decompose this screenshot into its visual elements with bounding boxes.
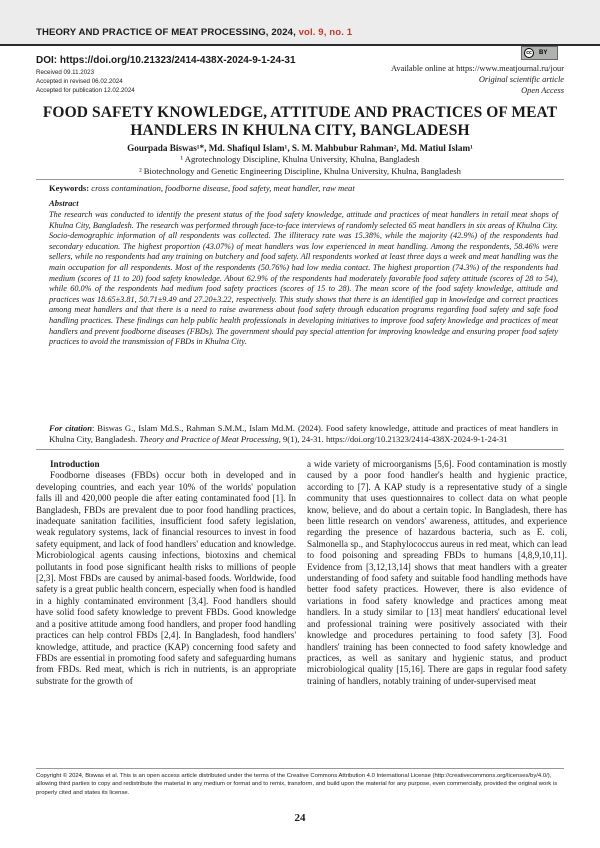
keywords-label: Keywords: (49, 183, 90, 193)
journal-name (36, 27, 352, 38)
page-number: 24 (294, 812, 306, 824)
author-list: Gourpada Biswas¹*, Md. Shafiqul Islam¹, S. M. Mahbubur Rahman², Md. Matiul Islam¹ (127, 143, 473, 153)
citation-journal: Theory and Practice of Meat Processing (139, 434, 279, 444)
body-column-right (307, 459, 567, 687)
abstract-heading: Abstract (49, 198, 79, 208)
received-date: Received 09.11.2023 (36, 69, 95, 76)
introduction-text-left: Foodborne diseases (FBDs) occur both in developed and in developing countries, and each year 10% of the worlds' population falls ill and 420,000 people die after eating contaminated food [1]. In Bangladesh, FBDs are prevalent due to poor food handling practices, inadequate sanitation facilities, insufficient food safety legislation, weak regulatory systems, lack of financial resources to invest in food safety equipment, and lack of food handlers' education and knowledge. Microbiological agents causing infections, biotoxins and chemical pollutants in food pose significant health risks to millions of people [2,3]. Most FBDs are caused by animal-based foods. Worldwide, food safety is a great public health concern, especially when food is handled in a highly contaminated environment [3,4]. Food handlers should have solid food safety knowledge to prevent FBDs. Good knowledge and a positive attitude among food handlers, and proper food handling practices can help control FBDs [2,4]. In Bangladesh, food handlers' knowledge, attitude, and practice (KAP) concerning food safety and FBDs are essential in promoting food safety and safeguarding humans from FBDs. Red meat, which is rich in nutrients, is an appropriate substrate for the growth of (36, 470, 296, 686)
cc-by-license-icon[interactable] (521, 46, 558, 60)
affiliation-1: ¹ Agrotechnology Discipline, Khulna University, Khulna, Bangladesh (180, 154, 420, 164)
access-type: Open Access (521, 86, 564, 95)
by-icon: BY (539, 50, 548, 56)
revised-date: Accepted in revised 06.02.2024 (36, 78, 123, 86)
divider (36, 768, 564, 769)
article-dates (36, 68, 135, 96)
header-rule (0, 44, 600, 46)
abstract-text: The research was conducted to identify the present status of the food safety knowledge, attitude and practices of meat handlers in retail meat shops of Khulna City, Bangladesh. The research was performed through face-to-face interviews of randomly selected 65 meat handlers in six areas of Khulna City. Socio-demographic information of all respondents was collected. The illiteracy rate was 15.38%, while the majority (42.9%) of the respondents had secondary education. The highest proportion (43.07%) of meat handlers was low experienced in meat handling. Among the respondents, 58.46% were sellers, while no respondents had any training on butchery and food safety. All respondents worked at least three days a week and meat handling was the main occupation for all respondents. Most of the respondents (50.76%) had low media contact. The highest proportion (74.3%) of the respondents had medium (scores of 11 to 20) food safety knowledge. About 62.9% of the respondents had moderately favorable food safety attitude (scores of 28 to 54), while 60.0% of the respondents had medium food safety practices (scores of 15 to 28). The mean score of the food safety knowledge, attitude and practices was 18.65±3.81, 50.71±9.49 and 27.20±3.22, respectively. This study shows that there is an identified gap in knowledge and correct practices among meat handlers and that there is a need to raise awareness about food safety through education programs regarding food safety and safe food handling practices. These findings can help public health professionals in developing initiatives to improve food safety knowledge and practices of meat handlers and prevent foodborne diseases (FBDs). The government should pay special attention for improving knowledge and ensuring proper food safety practices to avoid the transmission of FBDs in Khulna City. (49, 210, 558, 347)
article-meta (391, 63, 564, 96)
copyright-notice: Copyright © 2024, Biswas et al. This is an open access article distributed under the terms of the Creative Commons Attribution 4.0 International License (http://creativecommons.org/licenses/by/4.0/), allowing third parties to copy and redistribute the material in any medium or format and to remix, transform, and build upon the material for any purpose, even commercially, provided the original work is properly cited and states its license. (36, 773, 558, 796)
divider (36, 449, 564, 450)
citation (49, 423, 558, 445)
article-title: FOOD SAFETY KNOWLEDGE, ATTITUDE AND PRACTICES OF MEAT HANDLERS IN KHULNA CITY, BANGLADESH (42, 104, 558, 139)
citation-rest[interactable]: , 9(1), 24-31. https://doi.org/10.21323/2414-438X-2024-9-1-24-31 (278, 434, 508, 444)
cc-icon: cc (524, 48, 534, 58)
body-column-left (36, 459, 296, 687)
keywords (49, 183, 559, 193)
introduction-text-right: a wide variety of microorganisms [5,6]. Food contamination is mostly caused by a poor food handler's health and hygienic practice, according to [7]. A KAP study is a representative study of a single community that uses questionnaires to collect data on what people know, believe, and do about a certain topic. In Bangladesh, there has been little research on vendors' awareness, attitudes, and experience regarding the presence of hazardous bacteria, such as E. coli, Salmonella sp., and Staphylococcus aureus in red meat, which can lead to food poisoning and spreading FBDs to humans [4,8,9,10,11]. Evidence from [3,12,13,14] shows that meat handlers with a greater understanding of food safety and suitable food handling methods have better food safety practices. However, there is also evidence of variations in food safety knowledge and practices among meat handlers. In a study similar to [13] meat handlers' educational level and professional training were positively associated with their knowledge and procedures pertaining to food safety [3]. Food handlers' training has been connected to food safety knowledge and practices, as well as sanitary and hygienic status, and product microbiological quality [15,16]. There are gaps in regular food safety training of handlers, notably training of under-supervised meat (307, 459, 567, 686)
doi-link[interactable]: DOI: https://doi.org/10.21323/2414-438X-2024-9-1-24-31 (36, 55, 296, 66)
keywords-text: cross contamination, foodborne disease, food safety, meat handler, raw meat (91, 183, 355, 193)
divider (36, 179, 564, 180)
accepted-date: Accepted for publication 12.02.2024 (36, 87, 135, 95)
affiliation-2: ² Biotechnology and Genetic Engineering Discipline, Khulna University, Khulna, Bangladesh (139, 166, 461, 176)
journal-volume: vol. 9, no. 1 (298, 27, 353, 38)
citation-authors: : Biswas G., Islam Md.S., Rahman S.M.M., Islam Md.M. (2024). Food safety knowledge, attitude and practices of meat handlers in Khulna City, Bangladesh. (49, 423, 558, 444)
journal-title: THEORY AND PRACTICE OF MEAT PROCESSING, 2024, (36, 27, 296, 38)
citation-label: For citation (49, 423, 92, 433)
introduction-heading: Introduction (50, 459, 100, 469)
online-availability[interactable]: Available online at https://www.meatjournal.ru/jour (390, 64, 564, 73)
article-type: Original scientific article (478, 75, 564, 84)
